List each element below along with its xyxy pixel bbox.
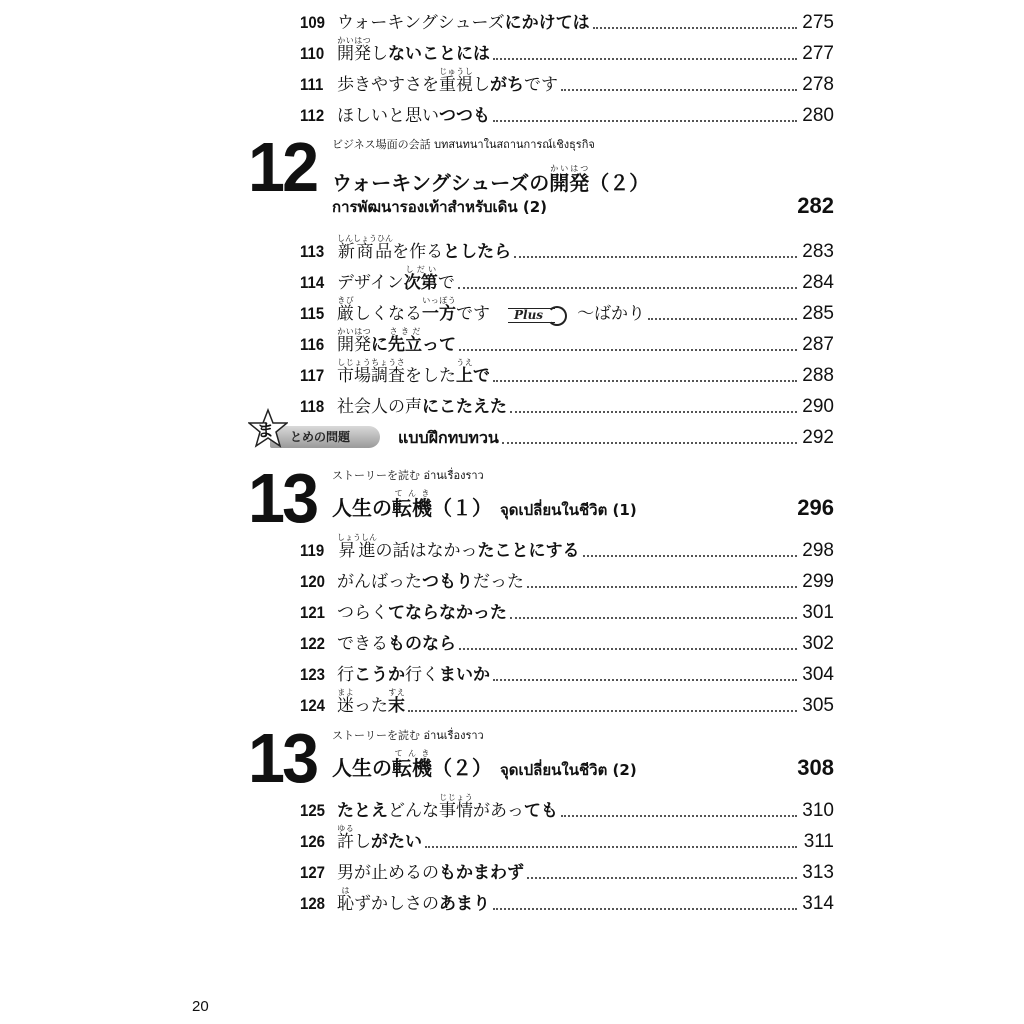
toc-row-114 [300,266,834,294]
lesson-title: 行こうか行くまいか [337,665,490,685]
lesson-title: つらくてならなかった [337,603,507,623]
section-12-thai-line [248,193,834,221]
lesson-title: 開発かいはつに先立さきだって [337,327,456,355]
lesson-title: 恥はずかしさのあまり [337,886,490,914]
leader-dots [408,710,797,712]
section-number: 13 [248,719,317,797]
section-page: 296 [797,495,834,520]
leader-dots [648,318,797,320]
lesson-number: 109 [300,13,325,32]
toc-row-115 [300,297,834,325]
lesson-number: 119 [300,541,325,560]
toc-row-122 [300,627,834,655]
section-title: ウォーキングシューズの開発かいはつ（２） [332,164,650,195]
section-page: 282 [797,193,834,218]
leader-dots [583,555,798,557]
review-star-char: ま [257,421,274,441]
toc-row-120 [300,565,834,593]
page-ref: 299 [802,571,834,592]
lesson-title: ウォーキングシューズにかけては [337,13,590,33]
toc-row-128 [300,887,834,915]
page-ref: 285 [802,303,834,324]
lesson-number: 118 [300,397,325,416]
leader-dots [493,679,797,681]
leader-dots [510,411,797,413]
plus-icon: Plus [508,308,555,323]
section-title: 人生の転機てんき（１） จุดเปลี่ยนในชีวิต (1) [332,489,637,520]
leader-dots [458,287,797,289]
lesson-number: 117 [300,366,325,385]
toc-row-121 [300,596,834,624]
section-number: 12 [248,128,317,206]
page-ref: 310 [802,800,834,821]
lesson-number: 123 [300,665,325,684]
page-ref: 275 [802,12,834,33]
leader-dots [425,846,797,848]
leader-dots [561,89,797,91]
lesson-title: 新商品しんしょうひんを作るとしたら [337,234,512,262]
page-ref: 287 [802,334,834,355]
lesson-number: 127 [300,863,325,882]
leader-dots [527,877,797,879]
toc-row-review [395,421,834,449]
lesson-title: 市場しじょう調査ちょうさをした上うえで [337,358,490,386]
lesson-number: 114 [300,273,325,292]
lesson-number: 128 [300,894,325,913]
lesson-number: 113 [300,242,325,261]
leader-dots [493,380,797,382]
lesson-title: 社会人の声にこたえた [337,397,507,417]
section-subtitle: ストーリーを読む อ่านเรื่องราว [332,729,484,742]
section-page: 308 [797,755,834,780]
leader-dots [593,27,797,29]
page-ref: 301 [802,602,834,623]
leader-dots [493,58,797,60]
lesson-number: 111 [300,75,324,94]
leader-dots [561,815,797,817]
page-ref: 280 [802,105,834,126]
page-ref: 283 [802,241,834,262]
section-13-2-header [248,719,834,797]
page-ref: 311 [803,831,834,852]
toc-row-126 [300,825,834,853]
lesson-title: デザイン次第しだいで [337,265,455,293]
lesson-title: たとえどんな事情じじょうがあっても [337,793,558,821]
lesson-number: 110 [300,44,325,63]
section-subtitle: ビジネス場面の会話 บทสนทนาในสถานการณ์เชิงธุรกิจ [332,138,595,151]
toc-row-110 [300,37,834,65]
leader-dots [527,586,797,588]
lesson-title: 歩きやすさを重視じゅうししがちです [337,67,558,95]
page-ref: 305 [802,695,834,716]
toc-row-127 [300,856,834,884]
toc-row-111 [300,68,834,96]
page-ref: 288 [802,365,834,386]
page-ref: 302 [802,633,834,654]
section-subtitle: ストーリーを読む อ่านเรื่องราว [332,469,484,482]
lesson-number: 116 [300,335,325,354]
lesson-title: ほしいと思いつつも [337,106,490,126]
toc-row-124 [300,689,834,717]
page-ref: 284 [802,272,834,293]
lesson-title: 昇進しょうしんの話はなかったことにする [337,533,580,561]
leader-dots [459,648,797,650]
section-number: 13 [248,459,317,537]
lesson-title: 迷まよった末すえ [337,688,405,716]
lesson-number: 125 [300,801,325,820]
lesson-number: 115 [300,304,325,323]
plus-text: ～ばかり [577,304,646,324]
lesson-number: 121 [300,603,325,622]
page-ref: 298 [802,540,834,561]
page-number: 20 [192,998,209,1015]
lesson-number: 124 [300,696,325,715]
page-ref: 290 [802,396,834,417]
toc-row-109 [300,6,834,34]
leader-dots [514,256,797,258]
toc-row-117 [300,359,834,387]
leader-dots [459,349,797,351]
section-13-1-header [248,459,834,537]
lesson-number: 122 [300,634,325,653]
page-ref: 313 [802,862,834,883]
page-ref: 304 [802,664,834,685]
review-thai-title: แบบฝึกทบทวน [398,428,499,447]
lesson-title: 許ゆるしがたい [337,824,422,852]
toc-row-125 [300,794,834,822]
toc-row-116 [300,328,834,356]
toc-row-123 [300,658,834,686]
leader-dots [502,442,797,444]
page-ref: 278 [802,74,834,95]
lesson-number: 126 [300,832,325,851]
review-tag: とめの問題 [270,426,380,448]
lesson-title: できるものなら [337,634,456,654]
toc-row-113 [300,235,834,263]
page-ref: 314 [802,893,834,914]
leader-dots [510,617,797,619]
lesson-title: 開発かいはつしないことには [337,36,490,64]
review-badge [248,408,388,448]
lesson-number: 112 [300,106,325,125]
page-ref: 277 [802,43,834,64]
lesson-number: 120 [300,572,325,591]
lesson-title: がんばったつもりだった [337,572,524,592]
toc-row-112 [300,99,834,127]
leader-dots [493,120,797,122]
lesson-title: 男が止めるのもかまわず [337,863,524,883]
toc-row-119 [300,534,834,562]
leader-dots [493,908,797,910]
page-ref: 292 [802,427,834,448]
section-thai-title: การพัฒนารองเท้าสำหรับเดิน (2) [332,198,548,216]
lesson-title: 厳きびしくなる一方いっぽうです [337,296,490,324]
section-title: 人生の転機てんき（２） จุดเปลี่ยนในชีวิต (2) [332,749,637,780]
